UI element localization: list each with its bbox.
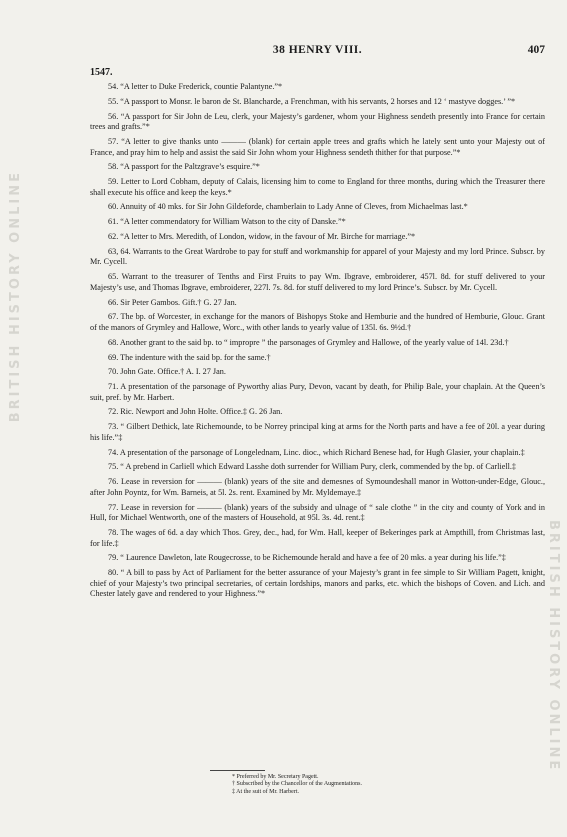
entry-78: 78. The wages of 6d. a day which Thos. Grey, dec., had, for Wm. Hall, keeper of Bekeringes park at Ampthill, from Christmas last, for life.‡	[90, 527, 545, 548]
entry-75: 75. “ A prebend in Carliell which Edward Lasshe doth surrender for William Pury, clerk, commended by the bp. of Carliell.‡	[108, 462, 517, 472]
entry-67: 67. The bp. of Worcester, in exchange for the manors of Bishopys Stoke and Hemburie and the hundred of Hemburie, Glouc. Grant of the manors of Grymley and Hallowe, Worc., with other lands to yearly value of 135l. 6s. 9½d.†	[90, 312, 545, 332]
entry-57: 57. “A letter to give thanks unto ——— (blank) for certain apple trees and grafts which he lately sent unto your Majesty out of France, and pray him to help and assist the said Sir John whom your Highness sendeth thither for that purpose.”*	[90, 136, 545, 157]
entry-62: 62. “A letter to Mrs. Meredith, of London, widow, in the favour of Mr. Birche for marriage.”*	[108, 232, 416, 242]
entry-65: 65. Warrant to the treasurer of Tenths and First Fruits to pay Wm. Ibgrave, embroiderer, 457l. 8d. for stuff delivered to your Majesty’s use, and Thomas Ibgrave, embroiderer, 227l. 7s. 8d. for stuff delivered to my lord Prince’s. Subscr. by Mr. Cycell.	[90, 272, 545, 292]
watermark-right: BRITISH HISTORY ONLINE	[546, 520, 561, 773]
entry-55: 55. “A passport to Monsr. le baron de St. Blancharde, a Frenchman, with his servants, 2 horses and 12 ‘ mastyve dogges.’ ”*	[108, 96, 516, 106]
footnote-dagger: † Subscribed by the Chancellor of the Augmentations.	[232, 781, 362, 788]
entry-58: 58. “A passport for the Paltzgrave’s esquire.”*	[108, 162, 260, 172]
entry-76: 76. Lease in reversion for ——— (blank) years of the site and demesnes of Symoundeshall manor in Wotton-under-Edge, Glouc., after John Poyntz, for Wm. Barneis, at 5l. 2s. rent. Examined by Mr. Myldemaye.‡	[90, 477, 545, 497]
entry-59: 59. Letter to Lord Cobham, deputy of Calais, licensing him to come to England for three months, during which the Treasurer there shall execute his office and keep the keys.*	[90, 177, 545, 197]
entry-63-64: 63, 64. Warrants to the Great Wardrobe to pay for stuff and workmanship for apparel of your Majesty and my lord Prince. Subscr. by Mr. Cycell.	[90, 246, 545, 267]
footnote-asterisk: * Preferred by Mr. Secretary Pagett.	[232, 774, 319, 780]
entry-71: 71. A presentation of the parsonage of Pyworthy alias Pury, Devon, vacant by death, for Philip Bale, your chaplain. At the Queen’s suit, pref. by Mr. Harbert.	[90, 382, 545, 402]
entry-56: 56. “A passport for Sir John de Leu, clerk, your Majesty’s gardener, whom your Highness sendeth presently into France for certain trees and grafts.”*	[90, 111, 545, 132]
entry-79: 79. “ Laurence Dawleton, late Rougecrosse, to be Richemounde herald and have a fee of 20 mks. a year during his life.”‡	[108, 553, 506, 563]
footnotes	[232, 774, 362, 796]
entry-80: 80. “ A bill to pass by Act of Parliament for the better assurance of your Majesty’s grant in fee simple to Sir William Pagett, knight, chief of your Majesty’s two principal secretaries, of certain lordships, manors and parks, etc. which the bishops of Coven. and Lich. and Chester lately gave and rendered to your Highness.”*	[90, 568, 545, 599]
entry-72: 72. Ric. Newport and John Holte. Office.‡ G. 26 Jan.	[108, 407, 283, 417]
footnotes-divider	[210, 770, 265, 771]
watermark-left: BRITISH HISTORY ONLINE	[8, 170, 23, 423]
entry-60: 60. Annuity of 40 mks. for Sir John Gildeforde, chamberlain to Lady Anne of Cleves, from Michaelmas last.*	[108, 202, 468, 212]
entry-61: 61. “A letter commendatory for William Watson to the city of Danske.”*	[108, 217, 346, 227]
page-number: 407	[527, 44, 545, 56]
entry-69: 69. The indenture with the said bp. for the same.†	[108, 352, 271, 362]
entry-list	[90, 82, 545, 604]
running-title: 38 HENRY VIII.	[272, 44, 363, 56]
footnote-double-dagger: ‡ At the suit of Mr. Harbert.	[232, 788, 299, 795]
page-header	[90, 44, 545, 60]
entry-54: 54. “A letter to Duke Frederick, countie Palantyne.”*	[108, 82, 283, 91]
entry-70: 70. John Gate. Office.† A. I. 27 Jan.	[108, 367, 226, 377]
entry-77: 77. Lease in reversion for ——— (blank) years of the subsidy and ulnage of “ sale clothe ” in the city and county of York and in Hull, for Michael Wentworth, one of the masters of Household, at 95l. 3s. 4d. rent.‡	[90, 502, 545, 523]
entry-74: 74. A presentation of the parsonage of Longelednam, Linc. dioc., which Richard Benese had, for Hugh Glasier, your chaplain.‡	[108, 447, 525, 457]
entry-73: 73. “ Gilbert Dethick, late Richemounde, to be Norrey principal king at arms for the North parts and have a fee of 20l. a year during his life.”‡	[90, 422, 545, 442]
year-marginal: 1547.	[90, 67, 113, 78]
entry-68: 68. Another grant to the said bp. to “ impropre ” the parsonages of Grymley and Hallowe, of the yearly value of 14l. 23d.†	[108, 337, 509, 347]
entry-66: 66. Sir Peter Gambos. Gift.† G. 27 Jan.	[108, 297, 237, 307]
